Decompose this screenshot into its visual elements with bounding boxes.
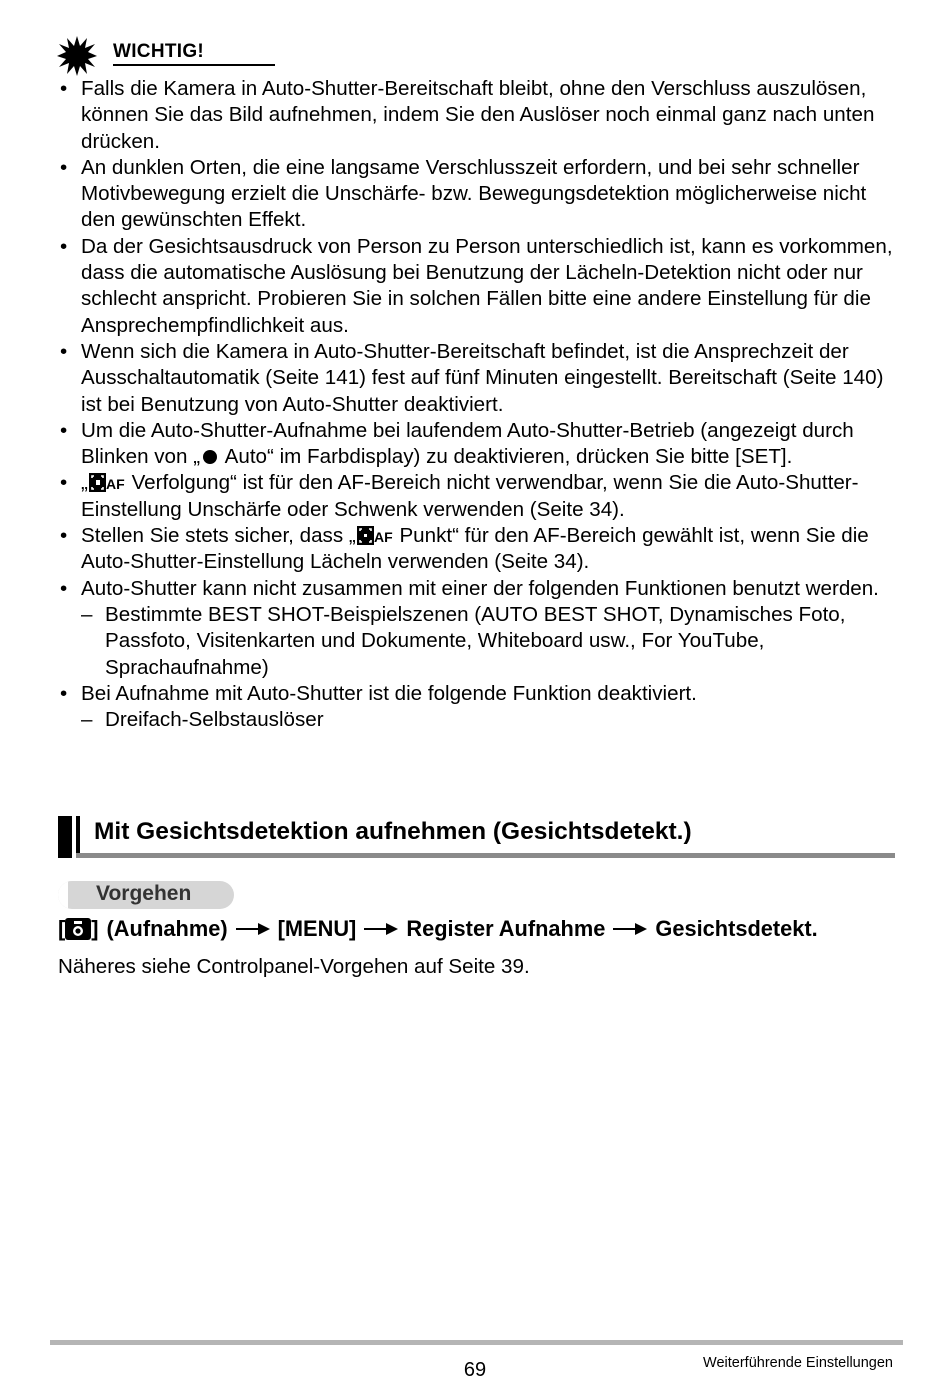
procedure-note: Näheres siehe Controlpanel-Vorgehen auf Seite 39. bbox=[58, 955, 530, 978]
sub-list-item: – Bestimmte BEST SHOT-Beispielszenen (AUTO BEST SHOT, Dynamisches Foto, Passfoto, Visitenkarten und Dokumente, Whiteboard usw., For YouTube, Sprachaufnahme) bbox=[81, 602, 897, 681]
warning-underline bbox=[113, 64, 275, 66]
svg-text:AF: AF bbox=[105, 476, 125, 493]
list-item bbox=[57, 155, 897, 234]
sub-list bbox=[81, 602, 897, 681]
procedure-step-tab: Register Aufnahme bbox=[406, 916, 606, 941]
warning-list bbox=[57, 76, 897, 733]
list-item-text: Bei Aufnahme mit Auto-Shutter ist die folgende Funktion deaktiviert. bbox=[81, 681, 697, 705]
pill-notch-cap bbox=[68, 881, 82, 909]
af-spot-icon bbox=[357, 526, 393, 545]
bracket-close: ] bbox=[91, 916, 99, 941]
procedure-label: Vorgehen bbox=[96, 882, 192, 905]
section-underline bbox=[76, 853, 895, 858]
list-item-text: Falls die Kamera in Auto-Shutter-Bereitschaft bleibt, ohne den Verschluss auszulösen, können Sie das Bild aufnehmen, indem Sie den Auslöser noch einmal ganz nach unten drücken. bbox=[81, 77, 875, 153]
list-item-text: Wenn sich die Kamera in Auto-Shutter-Bereitschaft befindet, ist die Ansprechzeit der Ausschaltautomatik (Seite 141) fest auf fünf Minuten eingestellt. Bereitschaft (Seite 140) ist bei Benutzung von Auto-Shutter deaktiviert. bbox=[81, 339, 884, 416]
list-item-text: Verfolgung“ ist für den AF-Bereich nicht verwendbar, wenn Sie die Auto-Shutter-Einstellung Unschärfe oder Schwenk verwenden (Seite 34). bbox=[81, 471, 859, 521]
procedure-step-menu: [MENU] bbox=[277, 916, 357, 941]
list-item-text: Da der Gesichtsausdruck von Person zu Person unterschiedlich ist, kann es vorkommen, dass die automatische Auslösung bei Benutzung der Lächeln-Detektion nicht oder nur schlecht anspricht. Probieren Sie in solchen Fällen bitte eine andere Einstellung für die Ansprechempfindlichkeit aus. bbox=[81, 234, 893, 337]
procedure-path bbox=[58, 916, 818, 942]
procedure-step-setting: Gesichtsdetekt. bbox=[655, 916, 818, 941]
list-item bbox=[57, 576, 897, 681]
warning-burst-icon bbox=[57, 36, 97, 76]
list-item bbox=[57, 681, 897, 734]
list-item-text: „ bbox=[81, 471, 88, 495]
list-item-text: Auto“ im Farbdisplay) zu deaktivieren, drücken Sie bitte [SET]. bbox=[220, 445, 793, 469]
list-item-text: An dunklen Orten, die eine langsame Verschlusszeit erfordern, und bei sehr schneller Motivbewegung erzielt die Unschärfe- bzw. Bewegungsdetektion möglicherweise nicht den gewünschten Effekt. bbox=[81, 155, 867, 232]
list-item-text: Um die Auto-Shutter-Aufnahme bei laufendem Auto-Shutter-Betrieb (angezeigt durch Blinken von „ bbox=[81, 418, 854, 469]
arrow-right-icon bbox=[613, 923, 647, 935]
list-item bbox=[57, 339, 897, 418]
chapter-label: Weiterführende Einstellungen bbox=[703, 1355, 893, 1371]
pill-notch bbox=[58, 881, 68, 909]
svg-text:AF: AF bbox=[373, 529, 393, 546]
section-heading bbox=[58, 816, 895, 859]
section-marker-bar bbox=[58, 816, 72, 858]
list-item-text: Punkt“ für den AF-Bereich gewählt ist, wenn Sie die Auto-Shutter-Einstellung Lächeln verwenden (Seite 34). bbox=[81, 524, 869, 574]
list-item bbox=[57, 76, 897, 155]
section-marker-line bbox=[76, 816, 80, 858]
bracket-open: [ bbox=[58, 916, 66, 941]
warning-title: WICHTIG! bbox=[113, 41, 205, 62]
sub-list bbox=[81, 707, 897, 733]
af-tracking-icon bbox=[89, 473, 125, 492]
section-title: Mit Gesichtsdetektion aufnehmen (Gesichtsdetekt.) bbox=[94, 818, 692, 845]
camera-icon bbox=[65, 918, 91, 940]
arrow-right-icon bbox=[364, 923, 398, 935]
sub-list-item: – Dreifach-Selbstauslöser bbox=[81, 707, 897, 733]
page-number: 69 bbox=[463, 1359, 487, 1381]
list-item-text: Auto-Shutter kann nicht zusammen mit einer der folgenden Funktionen benutzt werden. bbox=[81, 576, 879, 600]
arrow-right-icon bbox=[236, 923, 270, 935]
list-item bbox=[57, 470, 897, 523]
procedure-step-mode: (Aufnahme) bbox=[106, 916, 228, 941]
list-item bbox=[57, 523, 897, 576]
procedure-label-pill bbox=[58, 881, 234, 909]
list-item bbox=[57, 234, 897, 339]
footer-rule bbox=[50, 1340, 903, 1345]
list-item bbox=[57, 418, 897, 471]
list-item-text: Stellen Sie stets sicher, dass „ bbox=[81, 524, 356, 548]
record-dot-icon bbox=[203, 450, 217, 464]
